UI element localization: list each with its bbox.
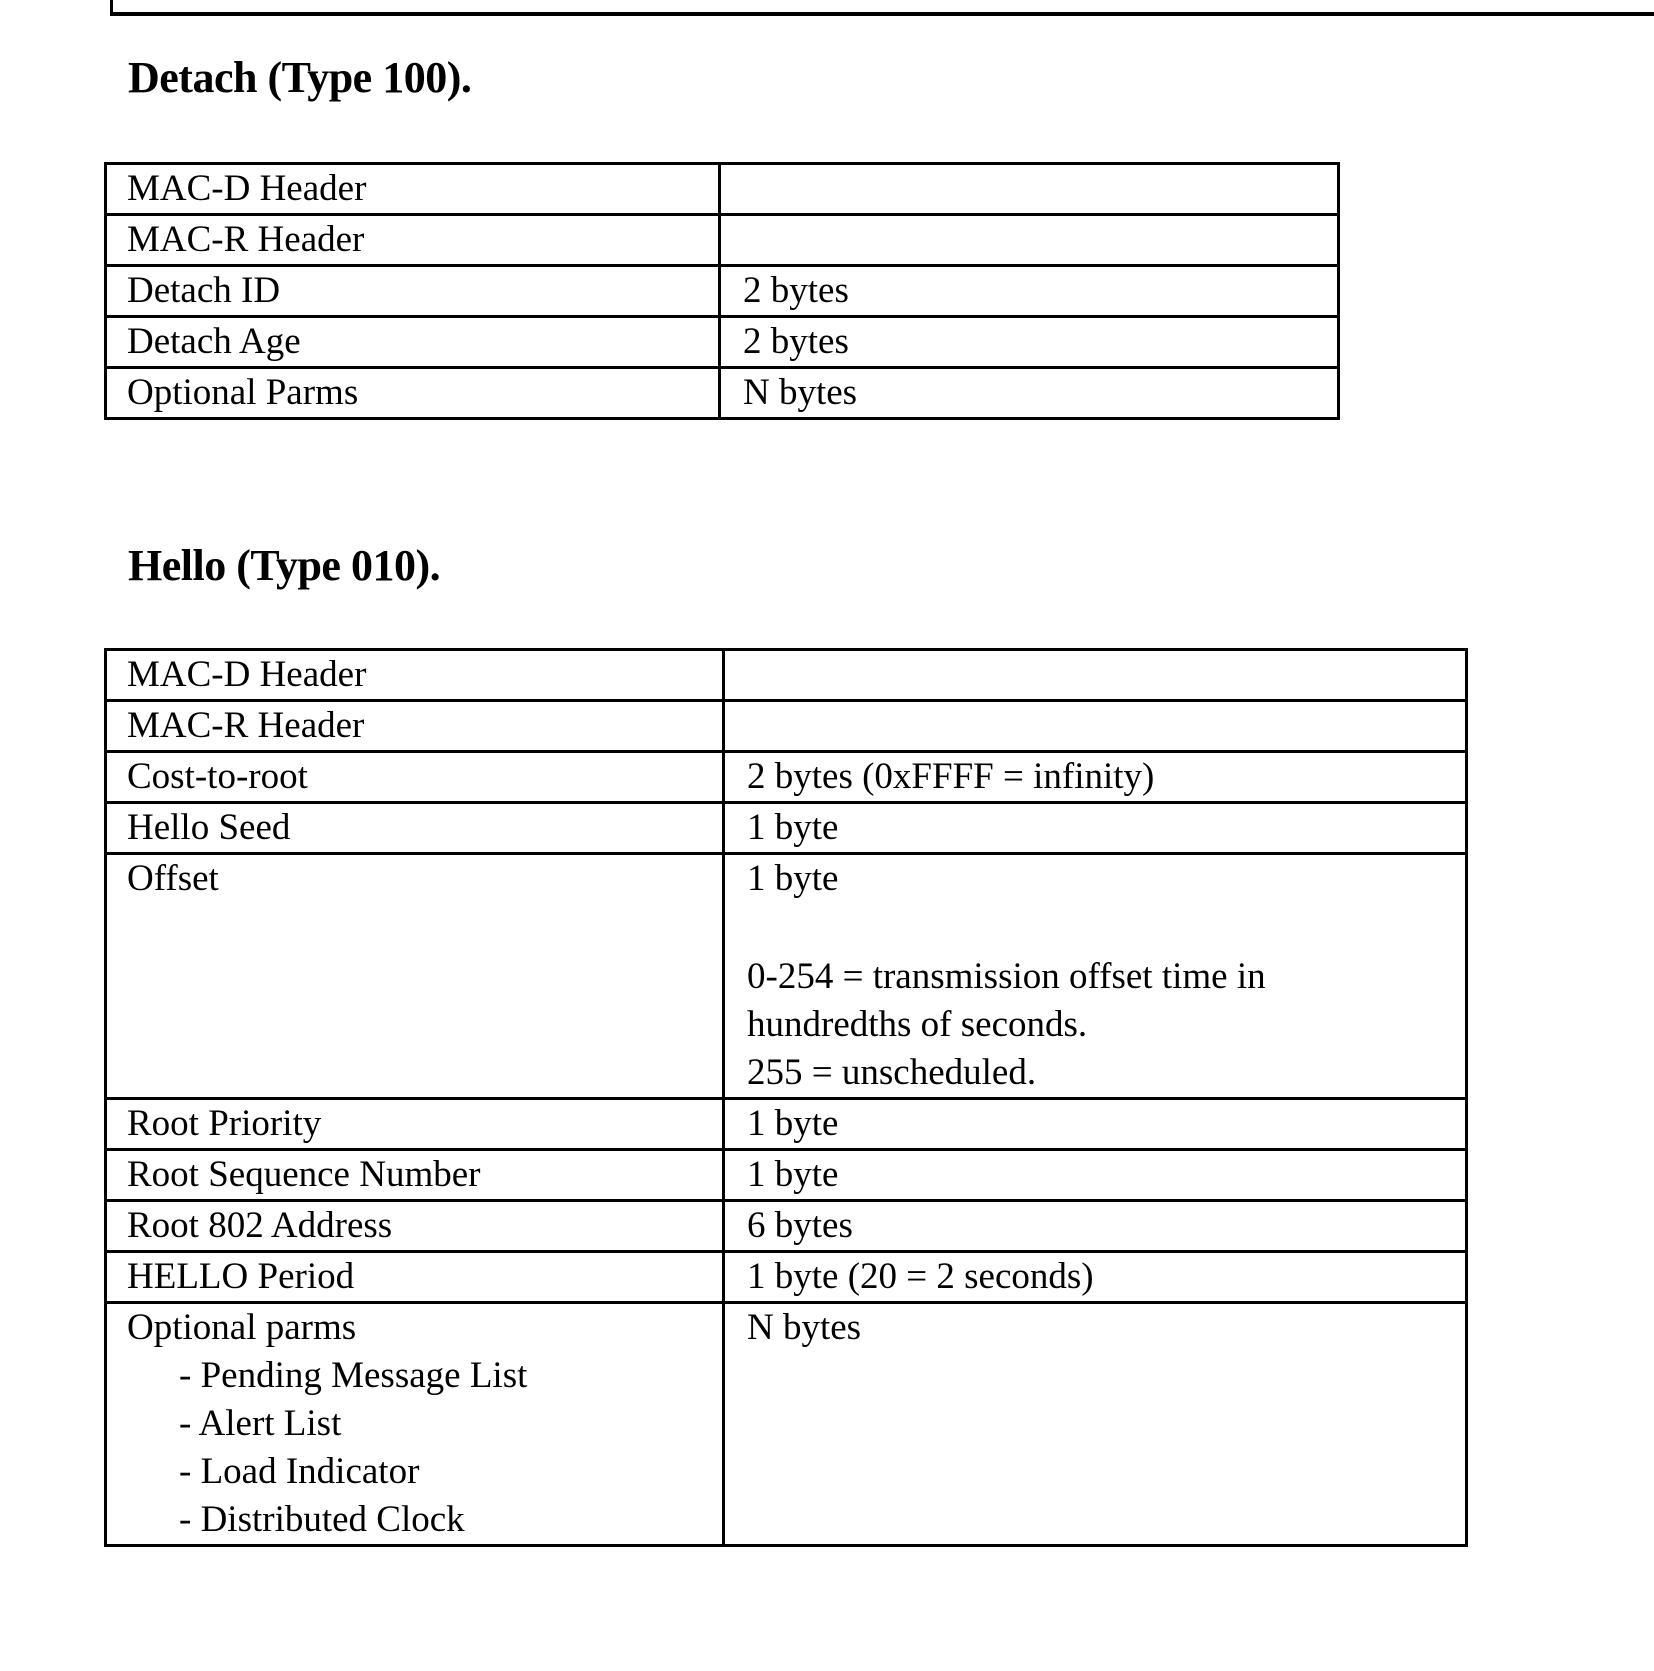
optional-parm-item: - Distributed Clock <box>179 1499 465 1540</box>
previous-table-bottom-border <box>110 0 1654 16</box>
field-size: 2 bytes <box>720 266 1339 317</box>
table-row <box>106 803 1467 854</box>
optional-parm-item: - Load Indicator <box>179 1451 420 1492</box>
field-size <box>720 215 1339 266</box>
table-row <box>106 752 1467 803</box>
field-size: 1 byte <box>724 803 1467 854</box>
field-size: 1 byte <box>724 1150 1467 1201</box>
field-size: 6 bytes <box>724 1201 1467 1252</box>
field-name: Optional Parms <box>106 368 720 419</box>
field-size-with-notes <box>724 854 1467 1099</box>
table-row <box>106 368 1339 419</box>
table-row <box>106 1201 1467 1252</box>
table-row <box>106 317 1339 368</box>
detach-packet-table <box>104 162 1340 420</box>
field-size: 1 byte (20 = 2 seconds) <box>724 1252 1467 1303</box>
table-row <box>106 1150 1467 1201</box>
table-row <box>106 701 1467 752</box>
field-size: 1 byte <box>747 858 839 899</box>
field-size: N bytes <box>720 368 1339 419</box>
table-row <box>106 650 1467 701</box>
table-row <box>106 1099 1467 1150</box>
table-row <box>106 215 1339 266</box>
table-row <box>106 164 1339 215</box>
field-name: Detach Age <box>106 317 720 368</box>
offset-note: 0-254 = transmission offset time in <box>747 956 1266 997</box>
field-size: 2 bytes (0xFFFF = infinity) <box>724 752 1467 803</box>
hello-packet-table <box>104 648 1468 1547</box>
field-name: MAC-D Header <box>106 650 724 701</box>
table-row <box>106 1303 1467 1546</box>
offset-note: hundredths of seconds. <box>747 1004 1088 1045</box>
optional-parm-item: - Pending Message List <box>179 1355 528 1396</box>
table-row <box>106 854 1467 1099</box>
field-name: HELLO Period <box>106 1252 724 1303</box>
field-size <box>724 650 1467 701</box>
field-name: Detach ID <box>106 266 720 317</box>
field-size: 1 byte <box>724 1099 1467 1150</box>
field-size: 2 bytes <box>720 317 1339 368</box>
field-name: Root Sequence Number <box>106 1150 724 1201</box>
field-size <box>720 164 1339 215</box>
table-row <box>106 266 1339 317</box>
field-name: Cost-to-root <box>106 752 724 803</box>
offset-note: 255 = unscheduled. <box>747 1052 1037 1093</box>
field-name: MAC-R Header <box>106 215 720 266</box>
field-name-with-subitems <box>106 1303 724 1546</box>
field-name: Hello Seed <box>106 803 724 854</box>
field-name: Root 802 Address <box>106 1201 724 1252</box>
table-row <box>106 1252 1467 1303</box>
detach-heading: Detach (Type 100). <box>128 53 472 102</box>
field-name: MAC-R Header <box>106 701 724 752</box>
field-size: N bytes <box>724 1303 1467 1546</box>
field-name: Optional parms <box>127 1307 357 1348</box>
optional-parm-item: - Alert List <box>179 1403 342 1444</box>
field-name: MAC-D Header <box>106 164 720 215</box>
field-size <box>724 701 1467 752</box>
field-name: Root Priority <box>106 1099 724 1150</box>
hello-heading: Hello (Type 010). <box>128 541 441 590</box>
field-name: Offset <box>106 854 724 1099</box>
spacer <box>747 903 1465 953</box>
